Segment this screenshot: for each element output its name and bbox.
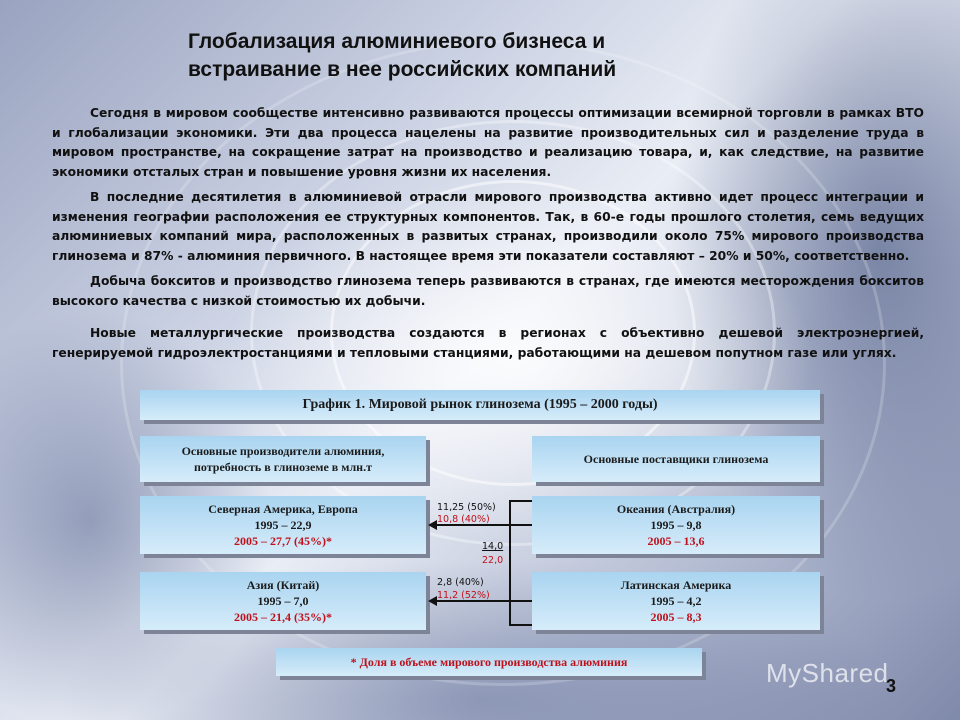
consumer-2005: 2005 – 27,7 (45%)* [234,534,332,548]
consumer-2005: 2005 – 21,4 (35%)* [234,610,332,624]
flow-top-2005: 10,8 (40%) [437,514,490,525]
consumer-name: Азия (Китай) [246,578,320,592]
flow-line-vertical [509,500,511,624]
consumer-box-north-america-europe [140,496,426,554]
flow-bottom-1995: 2,8 (40%) [437,577,484,588]
flow-mid-2005: 22,0 [482,555,504,566]
suppliers-header: Основные поставщики глинозема [532,436,820,482]
flow-top-1995: 11,25 (50%) [437,502,496,513]
supplier-name: Океания (Австралия) [616,502,736,516]
consumers-header [140,436,426,482]
watermark-logo: MyShared [766,658,889,688]
supplier-1995: 1995 – 4,2 [650,594,702,608]
flow-line-vertical-stub [509,500,532,502]
diagram-title: График 1. Мировой рынок глинозема (1995 – 2000 годы) [140,390,820,420]
flow-line-bottom-stub [509,624,532,626]
consumer-box-asia-china [140,572,426,630]
title-line-1: Глобализация алюминиевого бизнеса и [188,30,606,53]
paragraph-4: Новые металлургические производства создаются в регионах с объективно дешевой электроэнергией, генерируемой гидроэлектростанциями и тепловыми станциями, работающими на дешевом попутном газе или углях. [52,326,924,360]
consumer-1995: 1995 – 22,9 [254,518,312,532]
title-line-2: встраивание в нее российских компаний [188,58,617,81]
consumer-1995: 1995 – 7,0 [257,594,309,608]
flow-bottom-2005: 11,2 (52%) [437,590,490,601]
flow-line-top-right [510,524,532,526]
consumers-header-line-1: Основные производители алюминия, [181,444,385,458]
paragraph-1: Сегодня в мировом сообществе интенсивно развиваются процессы оптимизации всемирной торговли в рамках ВТО и глобализации экономики. Эти два процесса нацелены на развитие производительных сил и разделение труда в мировом пространстве, на сокращение затрат на производство и реализацию товара, и, как следствие, на развитие экономики отсталых стран и повышение уровня жизни их населения. [52,106,924,179]
supplier-box-latin-america [532,572,820,630]
consumers-header-line-2: потребность в глиноземе в млн.т [193,460,372,474]
flow-mid-1995: 14,0 [482,541,504,552]
page-number: 3 [886,676,897,696]
supplier-name: Латинская Америка [620,578,732,592]
page-title [188,28,748,84]
supplier-box-oceania [532,496,820,554]
paragraph-2: В последние десятилетия в алюминиевой отрасли мирового производства активно идет процесс интеграции и изменения географии расположения ее структурных компонентов. Так, в 60-е годы прошлого столетия, семь ведущих алюминиевых компаний мира, расположенных в развитых странах, производили около 75% мирового производства глинозема и 87% - алюминия первичного. В настоящее время эти показатели составляют – 20% и 50%, соответственно. [52,190,924,263]
supplier-2005: 2005 – 13,6 [647,534,705,548]
supplier-2005: 2005 – 8,3 [650,610,702,624]
arrow-left-icon [428,520,437,530]
consumer-name: Северная Америка, Европа [208,502,358,516]
paragraph-3: Добыча бокситов и производство глинозема теперь развиваются в странах, где имеются месторождения бокситов высокого качества с низкой стоимостью их добычи. [52,274,924,308]
arrow-left-icon [428,596,437,606]
supplier-1995: 1995 – 9,8 [650,518,702,532]
diagram-footnote: * Доля в объеме мирового производства алюминия [276,648,702,676]
